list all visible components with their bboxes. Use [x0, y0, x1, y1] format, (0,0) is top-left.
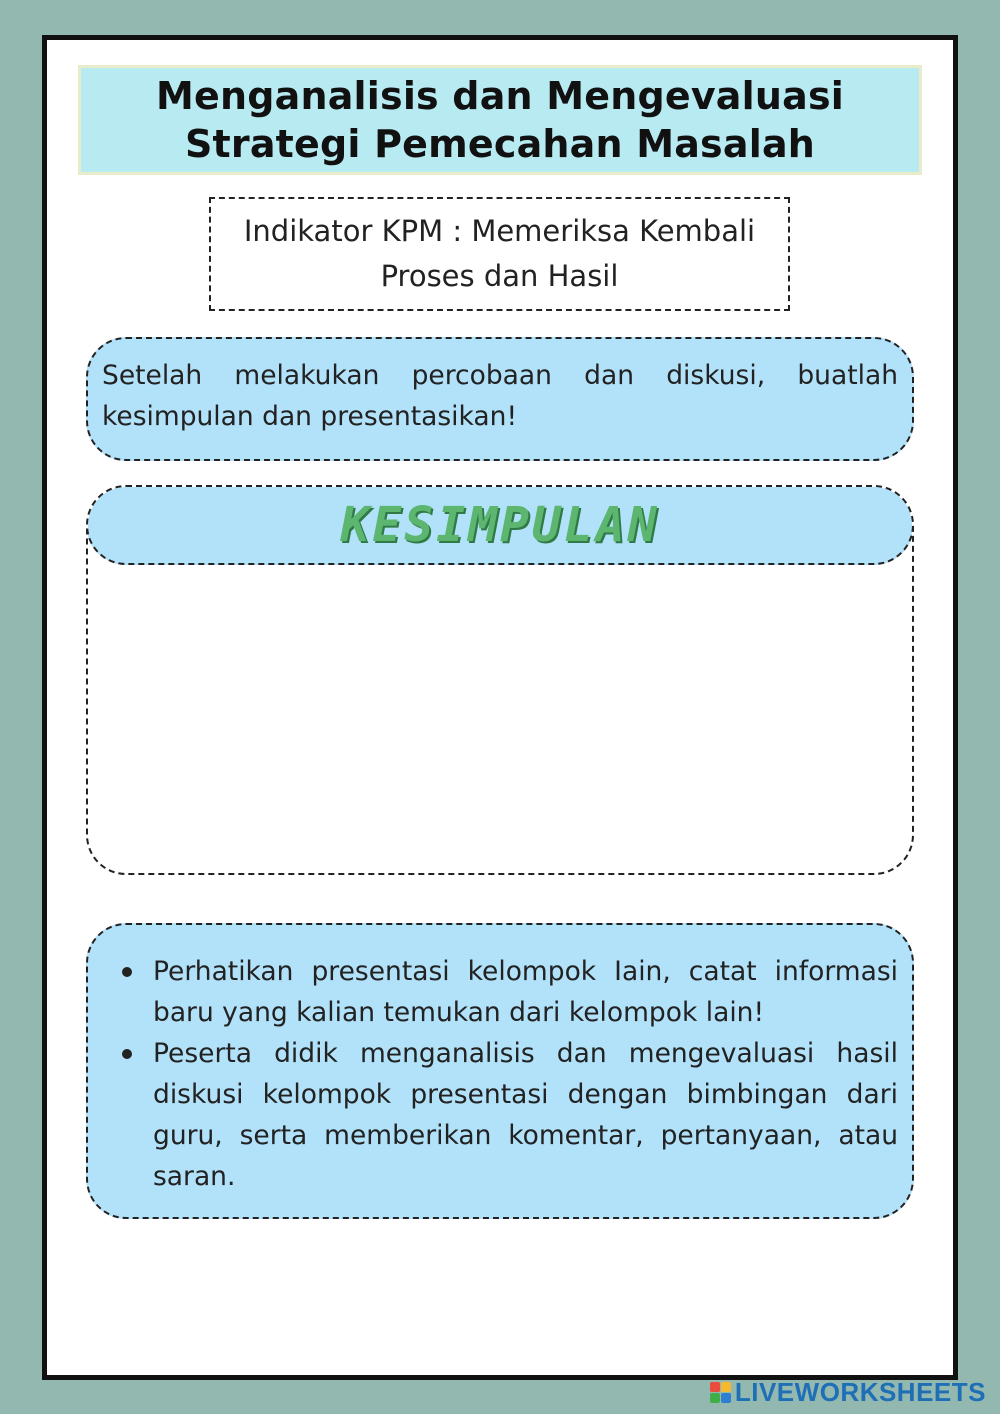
note-text: Perhatikan presentasi kelompok Iain, catat informasi baru yang kalian temukan dari kelompok lain! [153, 956, 898, 1028]
conclusion-header [86, 485, 914, 565]
bullet-icon [122, 967, 132, 977]
note-item [116, 951, 898, 1033]
page-title-line-1: Menganalisis dan Mengevaluasi [155, 74, 845, 118]
indicator-box [209, 197, 790, 311]
page-title-line-2: Strategi Pemecahan Masalah [184, 122, 816, 166]
note-item [116, 1033, 898, 1197]
liveworksheets-logo-icon [710, 1382, 731, 1403]
indicator-line-2: Proses dan Hasil [380, 259, 619, 293]
instruction-box [86, 337, 914, 461]
instruction-text: Setelah melakukan percobaan dan diskusi, buatlah kesimpulan dan presentasikan! [102, 360, 898, 432]
conclusion-heading: KESIMPULAN [340, 497, 660, 553]
watermark-text: LIVEWORKSHEETS [734, 1377, 986, 1407]
indicator-line-1: Indikator KPM : Memeriksa Kembali [243, 214, 756, 248]
note-text: Peserta didik menganalisis dan mengevaluasi hasil diskusi kelompok presentasi dengan bimbingan dari guru, serta memberikan komentar, pertanyaan, atau saran. [153, 1038, 898, 1192]
notes-list [116, 951, 898, 1197]
conclusion-answer-area[interactable] [98, 577, 902, 863]
watermark[interactable] [710, 1377, 986, 1408]
conclusion-box [86, 485, 914, 875]
notes-box [86, 923, 914, 1219]
bullet-icon [122, 1049, 132, 1059]
title-banner [78, 65, 922, 175]
